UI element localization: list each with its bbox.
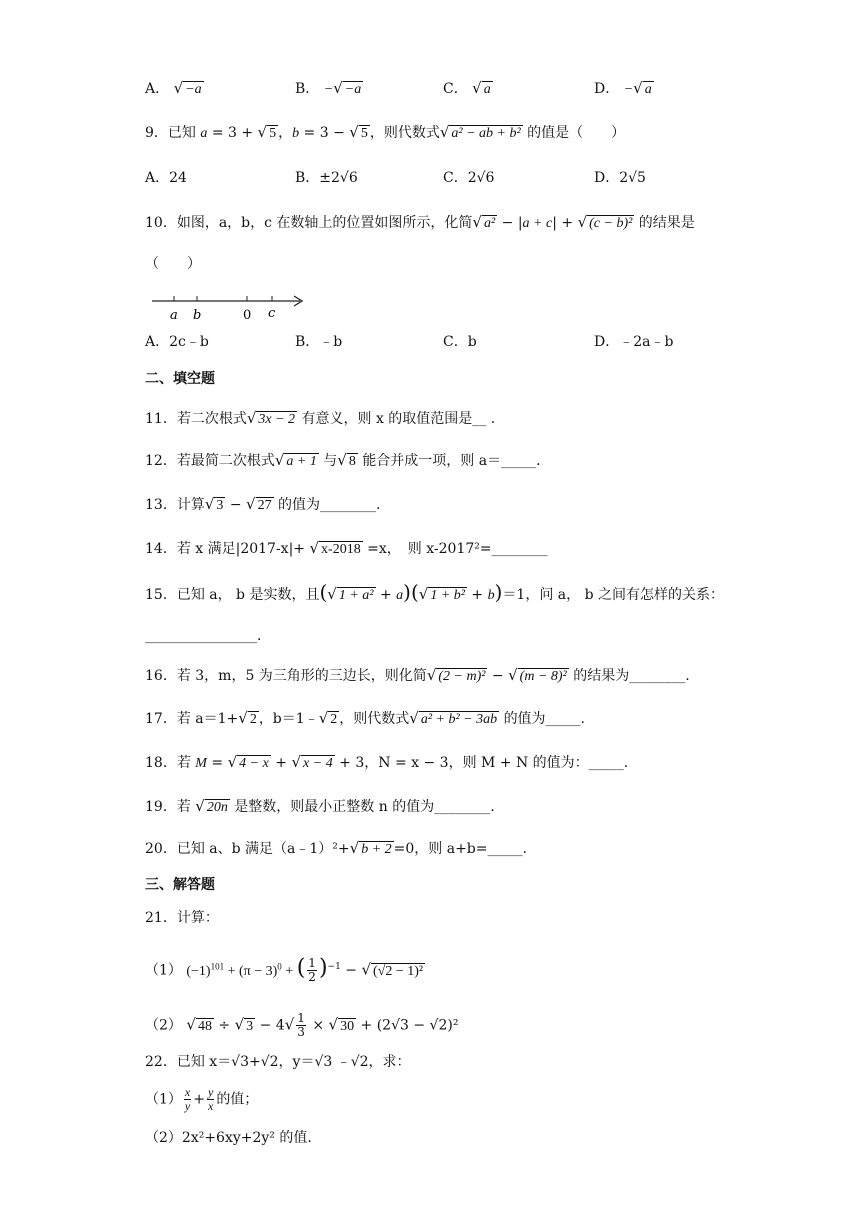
- q10-option-a: A．2c﹣b: [145, 334, 209, 350]
- q16: 16．若 3，m，5 为三角形的三边长，则化简√ (2 − m)² − √ (m − 8)² 的结果为________.: [145, 666, 690, 684]
- q18-mid: ，N = x − 3，则 M + N 的值为：: [364, 755, 589, 771]
- q9-option-c: C．2√6: [443, 170, 495, 186]
- q9-text3: 的值是（ ）: [527, 125, 626, 141]
- q14-pre: 14．若 x 满足|2017-x|+: [145, 541, 306, 557]
- q18: 18．若 M = √ 4 − x + √ x − 4 + 3，N = x − 3，则 M + N 的值为：_____.: [145, 753, 629, 771]
- q17-post: 的值为_____.: [503, 711, 586, 727]
- q13: 13．计算√ 3 − √ 27 的值为________.: [145, 495, 381, 513]
- q9-option-d: D．2√5: [594, 170, 646, 186]
- q10-text2: 的结果是: [638, 215, 695, 231]
- q22-part1-label: （1）: [145, 1091, 182, 1108]
- q10-option-b: B．﹣b: [295, 334, 343, 350]
- q10-option-c: C．b: [443, 334, 477, 350]
- q9-option-b: B．±2√6: [295, 170, 358, 186]
- q22-title: 22．已知 x＝√3+√2，y＝√3 ﹣√2，求：: [145, 1054, 411, 1070]
- q14-post: =x， 则 x-2017²=________: [367, 541, 548, 557]
- q19: 19．若 √ 20n 是整数，则最小正整数 n 的值为________.: [145, 797, 495, 815]
- q18-pre: 18．若: [145, 755, 191, 771]
- q11-post: 有意义，则 x 的取值范围是__ ．: [301, 411, 505, 427]
- q10-text1: 10．如图，a，b，c 在数轴上的位置如图所示，化简: [145, 215, 473, 231]
- q9-text1: 9．已知: [145, 125, 196, 141]
- q22-part2: （2）2x²+6xy+2y² 的值.: [145, 1130, 312, 1146]
- q11: 11．若二次根式√ 3x − 2 有意义，则 x 的取值范围是__ ．: [145, 409, 505, 427]
- q10-paren: （ ）: [145, 256, 201, 272]
- q15-post: ＝1，问 a， b 之间有怎样的关系：: [502, 587, 725, 603]
- q21-part2: （2） √ 48 ÷ √ 3 − 4√ $\frac{1}{3}$ × √ 30 + (2√3 − √2)²: [145, 1011, 459, 1039]
- q16-pre: 16．若 3，m，5 为三角形的三边长，则化简: [145, 668, 427, 684]
- q20-post: =0，则 a+b=_____.: [393, 841, 527, 857]
- q11-pre: 11．若二次根式: [145, 411, 247, 427]
- q15-pre: 15．已知 a， b 是实数，且: [145, 587, 320, 603]
- q12-post: 能合并成一项，则 a＝_____．: [362, 453, 551, 469]
- q8-option-a: A． √ −a: [145, 79, 202, 97]
- q8-option-c: C． √ a: [443, 79, 491, 97]
- axis-label-a: a: [170, 308, 178, 323]
- q12: 12．若最简二次根式√ a + 1 与√ 8 能合并成一项，则 a＝_____．: [145, 451, 551, 469]
- axis-label-c: c: [268, 306, 276, 321]
- q22-part1-post: 的值；: [216, 1091, 259, 1108]
- q21-part1: （1） $(-1)^{101} + (\pi - 3)^0$ + ( $\frac{1}{2}$ )$^{-1}$ − √ (√2 − 1)²: [145, 955, 424, 985]
- section-solve-heading: 三、解答题: [145, 877, 215, 893]
- q15: 15．已知 a， b 是实数，且(√ 1 + a² + a)(√ 1 + b² + b)＝1，问 a， b 之间有怎样的关系：: [145, 580, 725, 604]
- q13-post: 的值为________.: [278, 497, 381, 513]
- q21-part2-label: （2）: [145, 1017, 182, 1034]
- q9-text2: ，则代数式: [369, 125, 440, 141]
- q22-part1: （1） $\frac{x}{y}$ + $\frac{y}{x}$ 的值；: [145, 1085, 259, 1113]
- q12-mid: 与: [323, 453, 338, 469]
- q13-pre: 13．计算: [145, 497, 205, 513]
- q9-question: 9．已知 a = 3 + √ 5 ，b = 3 − √ 5 ，则代数式√ a² − ab + b² 的值是（ ）: [145, 123, 626, 141]
- q10-option-d: D．﹣2a﹣b: [594, 334, 674, 350]
- number-line-figure: [150, 290, 310, 324]
- q21-part1-label: （1）: [145, 962, 182, 979]
- q8-option-a-label: A．: [145, 81, 170, 97]
- q20-pre: 20．已知 a、b 满足（a﹣1）²+: [145, 841, 350, 857]
- q8-option-b: B． −√ −a: [295, 79, 362, 97]
- q17-pre: 17．若 a＝1+: [145, 711, 239, 727]
- q17: 17．若 a＝1+√ 2 ，b＝1﹣√ 2 ，则代数式√ a² + b² − 3ab 的值为_____.: [145, 709, 586, 727]
- q8-option-d-label: D．: [594, 81, 620, 97]
- axis-label-0: 0: [243, 308, 252, 323]
- q8-option-c-label: C．: [443, 81, 468, 97]
- section-fill-in-heading: 二、填空题: [145, 371, 215, 387]
- q9-option-a: A．24: [145, 170, 187, 186]
- q17-mid2: ，则代数式: [339, 711, 410, 727]
- q21-title: 21．计算：: [145, 910, 219, 926]
- q14: 14．若 x 满足|2017-x|+ √ x-2018 =x， 则 x-2017²=________: [145, 539, 548, 557]
- q18-post: _____.: [588, 755, 629, 771]
- q8-option-b-label: B．: [295, 81, 320, 97]
- q12-pre: 12．若最简二次根式: [145, 453, 275, 469]
- q10-question: 10．如图，a，b，c 在数轴上的位置如图所示，化简√ a² − |a + c| + √ (c − b)² 的结果是: [145, 213, 695, 231]
- q16-post: 的结果为________.: [573, 668, 690, 684]
- q15-blank: ________________．: [145, 628, 271, 644]
- q20: 20．已知 a、b 满足（a﹣1）²+√ b + 2 =0，则 a+b=_____.: [145, 839, 527, 857]
- q17-mid: ，b＝1﹣: [258, 711, 319, 727]
- q19-post: 是整数，则最小正整数 n 的值为________.: [234, 799, 495, 815]
- axis-label-b: b: [193, 308, 202, 323]
- q19-pre: 19．若: [145, 799, 191, 815]
- q8-option-d: D． −√ a: [594, 79, 652, 97]
